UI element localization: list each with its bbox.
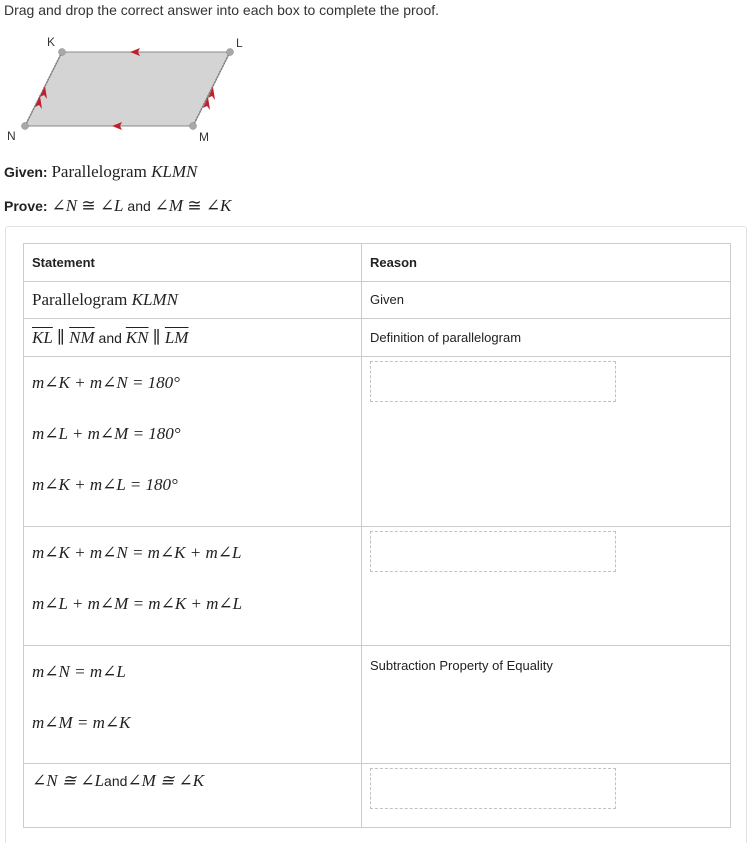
reason-header: Reason	[362, 244, 731, 282]
vertex-label-k: K	[47, 35, 56, 49]
prove-line	[4, 196, 231, 216]
parallelogram-diagram	[0, 30, 260, 148]
vertex-label-n: N	[7, 129, 16, 143]
given-text: Parallelogram	[51, 162, 152, 181]
segment-lm: $\overline{LM}$	[164, 327, 189, 347]
statement-cell	[24, 764, 362, 828]
and-text: and	[104, 773, 128, 789]
statement-line	[32, 764, 353, 798]
reason-drop-box[interactable]	[370, 361, 616, 402]
header-row	[24, 244, 731, 282]
vertex-label-l: L	[236, 36, 243, 50]
reason-text: Subtraction Property of Equality	[370, 658, 553, 673]
segment-nm: $\overline{NM}$	[69, 327, 95, 347]
statement-text: Parallelogram	[32, 290, 132, 309]
given-label: Given:	[4, 164, 48, 180]
table-row	[24, 357, 731, 527]
prove-angle-l: ∠L	[99, 196, 124, 215]
conclusion-part-2: ∠M ≅ ∠K	[127, 771, 205, 790]
vertex-label-m: M	[199, 130, 209, 144]
statement-line: m∠M = m∠K	[32, 712, 131, 732]
table-row	[24, 319, 731, 357]
prove-angle-n: ∠N	[51, 196, 78, 215]
statement-name: KLMN	[131, 290, 178, 309]
instructions: Drag and drop the correct answer into each box to complete the proof.	[4, 2, 440, 18]
statement-cell	[24, 527, 362, 646]
prove-cong-2: ≅	[183, 196, 206, 215]
given-name: KLMN	[151, 162, 198, 181]
prove-label: Prove:	[4, 198, 48, 214]
proof-table	[23, 243, 731, 828]
parallel-symbol: ∥	[52, 327, 70, 347]
reason-cell	[362, 764, 731, 828]
prove-angle-m: ∠M	[154, 196, 184, 215]
table-row	[24, 527, 731, 646]
reason-text: Definition of parallelogram	[370, 329, 522, 345]
statement-cell	[24, 357, 362, 527]
vertex-n	[22, 123, 29, 130]
statement-line: m∠K + m∠N = m∠K + m∠L	[32, 542, 242, 562]
vertex-l	[227, 49, 234, 56]
prove-angle-k: ∠K	[205, 196, 232, 215]
parallel-symbol: ∥	[148, 327, 165, 347]
statement-line: m∠K + m∠L = 180°	[32, 474, 178, 494]
and-text: and	[94, 329, 126, 346]
prove-cong-1: ≅	[77, 196, 100, 215]
given-line	[4, 162, 197, 182]
reason-text: Given	[370, 292, 404, 307]
statement-line: m∠N = m∠L	[32, 661, 126, 681]
reason-drop-box[interactable]	[370, 531, 616, 572]
statement-line: m∠L + m∠M = 180°	[32, 423, 181, 443]
reason-drop-box[interactable]	[370, 768, 616, 809]
segment-kn: $\overline{KN}$	[125, 327, 149, 347]
reason-cell	[362, 646, 731, 764]
statement-line: m∠K + m∠N = 180°	[32, 372, 180, 392]
reason-cell	[362, 319, 731, 357]
statement-header: Statement	[24, 244, 362, 282]
conclusion-part-1: ∠N ≅ ∠L	[32, 771, 105, 790]
statement-cell	[24, 282, 362, 319]
reason-cell	[362, 527, 731, 646]
segment-kl: $\overline{KL}$	[32, 327, 53, 347]
table-row	[24, 646, 731, 764]
reason-cell	[362, 282, 731, 319]
statement-cell	[24, 646, 362, 764]
parallelogram-figure	[0, 30, 260, 148]
vertex-k	[59, 49, 66, 56]
reason-cell	[362, 357, 731, 527]
statement-line: m∠L + m∠M = m∠K + m∠L	[32, 593, 243, 613]
statement-cell	[24, 319, 362, 357]
vertex-m	[190, 123, 197, 130]
table-row	[24, 282, 731, 319]
prove-and: and	[123, 198, 155, 214]
table-row	[24, 764, 731, 828]
